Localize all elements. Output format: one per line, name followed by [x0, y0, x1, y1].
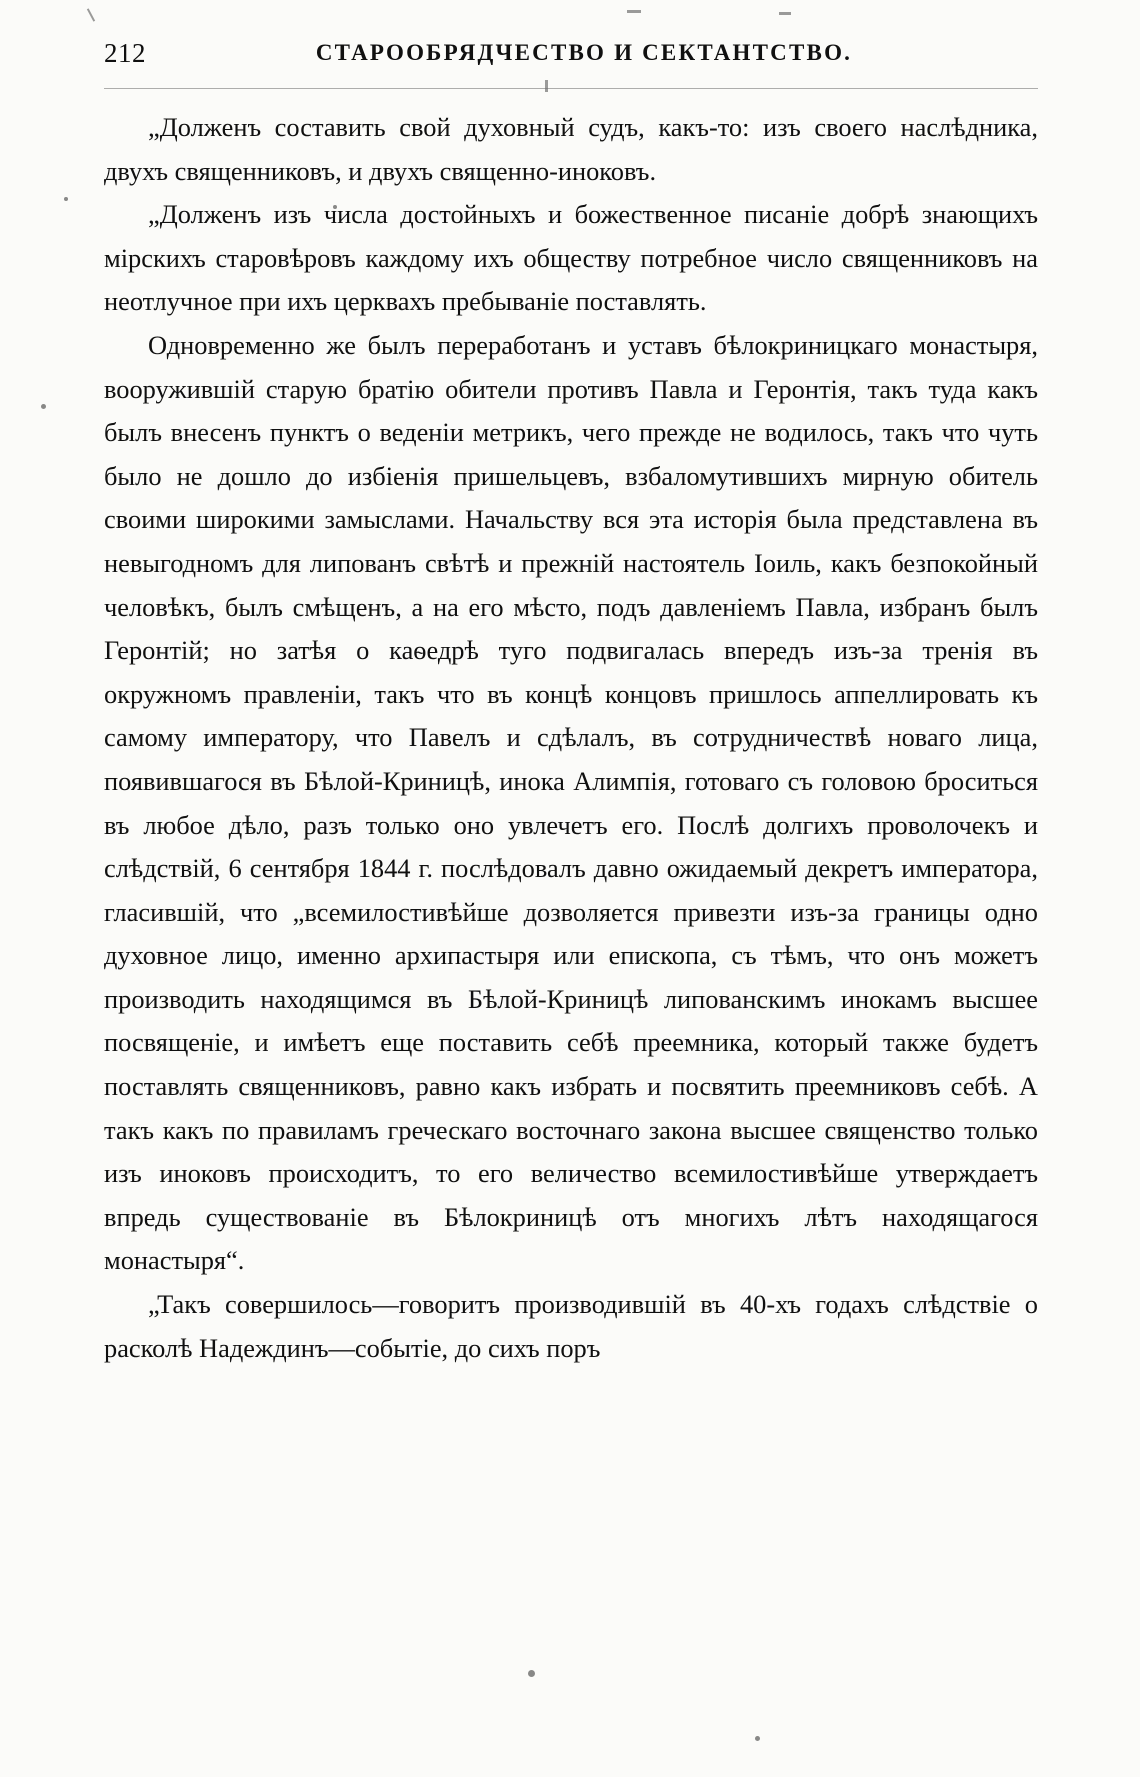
page-header	[104, 38, 1038, 72]
paragraph: „Долженъ составить свой духовный судъ, какъ-то: изъ своего наслѣдника, двухъ священниковъ, и двухъ священно-иноковъ.	[104, 112, 1038, 186]
paragraph: „Такъ совершилось—говоритъ производившій въ 40-хъ годахъ слѣдствіе о расколѣ Надеждинъ—событіе, до сихъ поръ	[104, 1289, 1038, 1363]
running-title: СТАРООБРЯДЧЕСТВО И СЕКТАНТСТВО.	[315, 40, 853, 65]
scan-artifact-mark	[779, 12, 791, 15]
page-body	[104, 106, 1038, 1370]
scan-artifact-mark	[627, 10, 641, 13]
scan-artifact-speck	[64, 197, 68, 201]
scan-artifact-speck	[755, 1736, 760, 1741]
paragraph: „Долженъ изъ числа достойныхъ и божественное писаніе добрѣ знающихъ мірскихъ старовѣровъ каждому ихъ обществу потребное число священниковъ на неотлучное при ихъ церквахъ пребываніе поставлять.	[104, 199, 1038, 317]
scan-artifact-speck	[528, 1670, 535, 1677]
scan-artifact-speck	[41, 404, 46, 409]
header-rule	[104, 88, 1038, 89]
scan-artifact-mark	[87, 8, 95, 21]
scan-artifact-mark	[545, 80, 548, 92]
paragraph: Одновременно же былъ переработанъ и уставъ бѣлокриницкаго монастыря, вооружившій старую братію обители противъ Павла и Геронтія, такъ туда какъ былъ внесенъ пунктъ о веденіи метрикъ, чего прежде не водилось, такъ что чуть было не дошло до избіенія пришельцевъ, взбаломутившихъ мирную обитель своими широкими замыслами. Начальству вся эта исторія была представлена въ невыгодномъ для липованъ свѣтѣ и прежній настоятель Іоиль, какъ безпокойный человѣкъ, былъ смѣщенъ, а на его мѣсто, подъ давленіемъ Павла, избранъ былъ Геронтій; но затѣя о каѳедрѣ туго подвигалась впередъ изъ-за тренія въ окружномъ правленіи, такъ что въ концѣ концовъ пришлось аппеллировать къ самому императору, что Павелъ и сдѣлалъ, въ сотрудничествѣ новаго лица, появившагося въ Бѣлой-Криницѣ, инока Алимпія, готоваго съ головою броситься въ любое дѣло, разъ только оно увлечетъ его. Послѣ долгихъ проволочекъ и слѣдствій, 6 сентября 1844 г. послѣдовалъ давно ожидаемый декретъ императора, гласившій, что „всемилостивѣйше дозволяется привезти изъ-за границы одно духовное лицо, именно архипастыря или епископа, съ тѣмъ, что онъ можетъ производить находящимся въ Бѣлой-Криницѣ липованскимъ инокамъ высшее посвященіе, и имѣетъ еще поставить себѣ преемника, который также будетъ поставлять священниковъ, равно какъ избрать и посвятить преемниковъ себѣ. А такъ какъ по правиламъ греческаго восточнаго закона высшее священство только изъ иноковъ происходитъ, то его величество всемилостивѣйше утверждаетъ впредь существованіе въ Бѣлокриницѣ отъ многихъ лѣтъ находящагося монастыря“.	[104, 329, 1038, 1276]
page-number: 212	[104, 38, 146, 68]
